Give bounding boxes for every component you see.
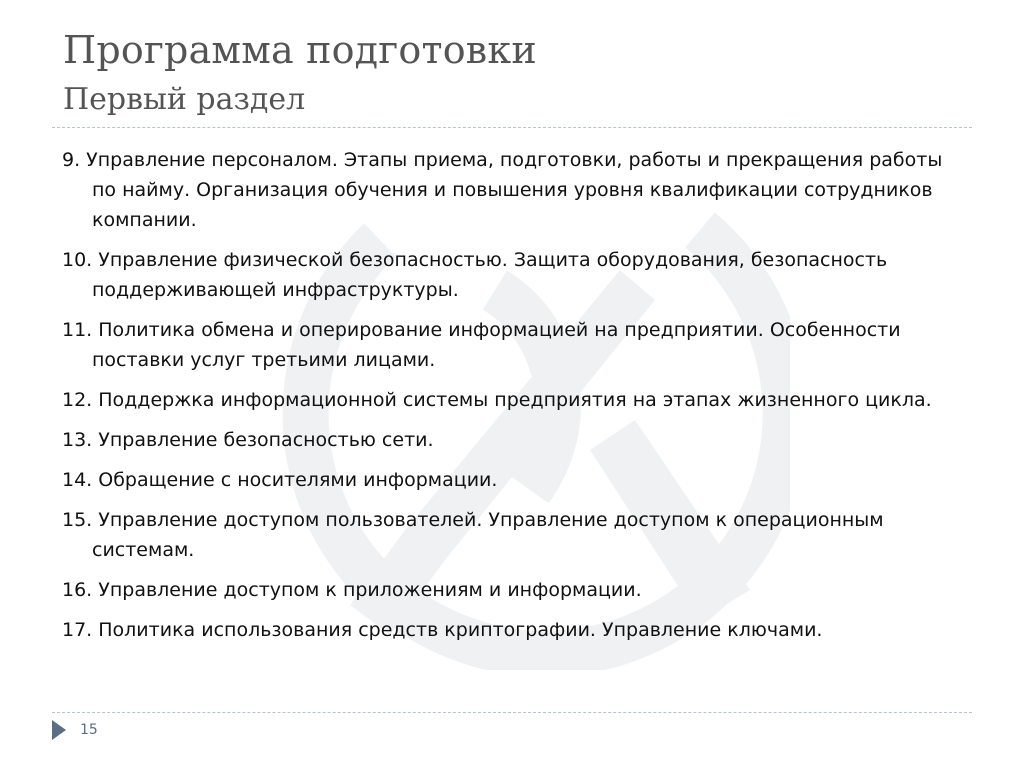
list-item: 16. Управление доступом к приложениям и информации. [62, 579, 642, 601]
list-item: 14. Обращение с носителями информации. [62, 469, 498, 491]
list-item: 17. Политика использования средств криптографии. Управление ключами. [62, 619, 823, 641]
list-item: 15. Управление доступом пользователей. Управление доступом к операционным системам. [62, 509, 884, 561]
topic-list [62, 145, 962, 655]
header-divider [52, 127, 972, 128]
slide-subtitle: Первый раздел [63, 82, 306, 117]
slide-title: Программа подготовки [63, 28, 537, 72]
list-item: 11. Политика обмена и оперирование информацией на предприятии. Особенности поставки услуг третьими лицами. [62, 319, 901, 371]
footer-divider [52, 712, 972, 713]
triangle-right-icon [52, 720, 66, 740]
page-number: 15 [80, 722, 98, 738]
list-item: 13. Управление безопасностью сети. [62, 429, 434, 451]
list-item: 10. Управление физической безопасностью. Защита оборудования, безопасность поддерживающей инфраструктуры. [62, 249, 888, 301]
list-item: 9. Управление персоналом. Этапы приема, подготовки, работы и прекращения работы по найму. Организация обучения и повышения уровня квалификации сотрудников компании. [62, 149, 943, 231]
list-item: 12. Поддержка информационной системы предприятия на этапах жизненного цикла. [62, 389, 932, 411]
